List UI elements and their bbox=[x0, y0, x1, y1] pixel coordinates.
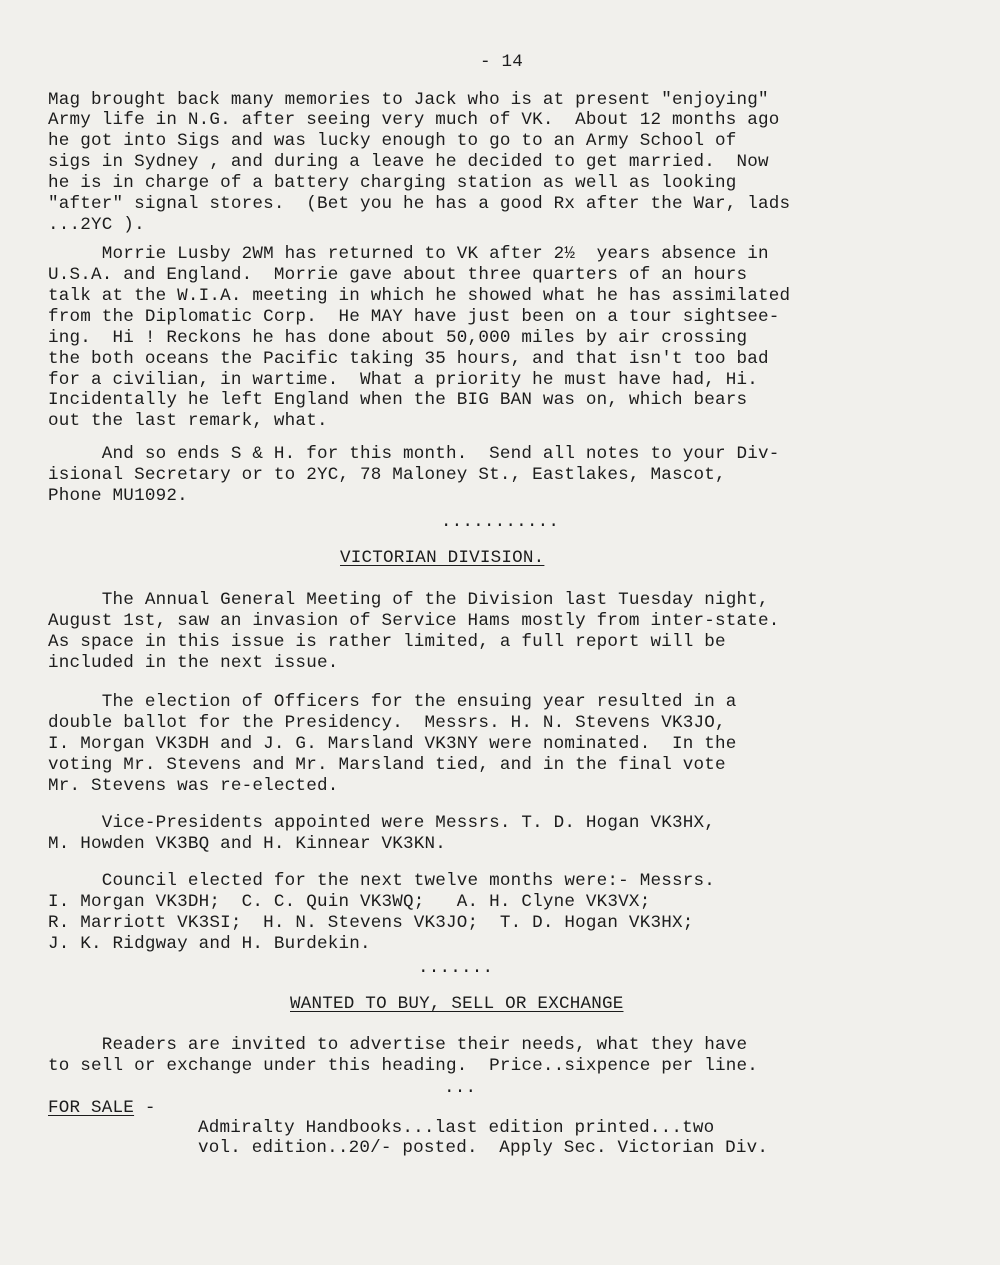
text-line: U.S.A. and England. Morrie gave about three quarters of an hours bbox=[48, 265, 748, 285]
text-line: And so ends S & H. for this month. Send all notes to your Div- bbox=[48, 444, 780, 464]
text-line: M. Howden VK3BQ and H. Kinnear VK3KN. bbox=[48, 834, 447, 854]
text-line: he got into Sigs and was lucky enough to go to an Army School of bbox=[48, 131, 737, 151]
text-line: Readers are invited to advertise their needs, what they have bbox=[48, 1035, 748, 1055]
text-line: the both oceans the Pacific taking 35 hours, and that isn't too bad bbox=[48, 349, 769, 369]
text-line: Vice-Presidents appointed were Messrs. T. D. Hogan VK3HX, bbox=[48, 813, 715, 833]
text-line: I. Morgan VK3DH; C. C. Quin VK3WQ; A. H. Clyne VK3VX; bbox=[48, 892, 651, 912]
text-line: vol. edition..20/- posted. Apply Sec. Victorian Div. bbox=[198, 1138, 769, 1158]
text-line: to sell or exchange under this heading. Price..sixpence per line. bbox=[48, 1056, 759, 1076]
text-line: As space in this issue is rather limited, a full report will be bbox=[48, 632, 726, 652]
separator-dots: ... bbox=[444, 1078, 477, 1098]
page-number: - 14 bbox=[480, 52, 524, 72]
text-line: R. Marriott VK3SI; H. N. Stevens VK3JO; T. D. Hogan VK3HX; bbox=[48, 913, 694, 933]
text-line: "after" signal stores. (Bet you he has a good Rx after the War, lads bbox=[48, 194, 791, 214]
text-line: Phone MU1092. bbox=[48, 486, 188, 506]
text-line: The election of Officers for the ensuing year resulted in a bbox=[48, 692, 737, 712]
text-line: August 1st, saw an invasion of Service Hams mostly from inter-state. bbox=[48, 611, 780, 631]
separator-dots: ....... bbox=[418, 958, 494, 978]
text-line: included in the next issue. bbox=[48, 653, 339, 673]
for-sale-dash: - bbox=[134, 1098, 156, 1118]
text-line: talk at the W.I.A. meeting in which he showed what he has assimilated bbox=[48, 286, 791, 306]
text-line: Mag brought back many memories to Jack who is at present "enjoying" bbox=[48, 90, 769, 110]
section-heading-victorian: VICTORIAN DIVISION. bbox=[340, 548, 545, 568]
text-line: ...2YC ). bbox=[48, 215, 145, 235]
section-heading-wanted: WANTED TO BUY, SELL OR EXCHANGE bbox=[290, 994, 624, 1014]
text-line: ing. Hi ! Reckons he has done about 50,000 miles by air crossing bbox=[48, 328, 748, 348]
text-line: voting Mr. Stevens and Mr. Marsland tied, and in the final vote bbox=[48, 755, 726, 775]
text-line: isional Secretary or to 2YC, 78 Maloney St., Eastlakes, Mascot, bbox=[48, 465, 726, 485]
text-line: The Annual General Meeting of the Division last Tuesday night, bbox=[48, 590, 769, 610]
text-line: I. Morgan VK3DH and J. G. Marsland VK3NY were nominated. In the bbox=[48, 734, 737, 754]
text-line: sigs in Sydney , and during a leave he decided to get married. Now bbox=[48, 152, 769, 172]
text-line: Morrie Lusby 2WM has returned to VK after 2½ years absence in bbox=[48, 244, 769, 264]
for-sale-label bbox=[48, 1098, 156, 1118]
separator-dots: ........... bbox=[440, 512, 560, 532]
text-line: Army life in N.G. after seeing very much of VK. About 12 months ago bbox=[48, 110, 780, 130]
text-line: Admiralty Handbooks...last edition printed...two bbox=[198, 1118, 715, 1138]
for-sale-label-text: FOR SALE bbox=[48, 1098, 135, 1118]
text-line: Mr. Stevens was re-elected. bbox=[48, 776, 339, 796]
text-line: J. K. Ridgway and H. Burdekin. bbox=[48, 934, 371, 954]
text-line: from the Diplomatic Corp. He MAY have just been on a tour sightsee- bbox=[48, 307, 780, 327]
text-line: he is in charge of a battery charging station as well as looking bbox=[48, 173, 737, 193]
text-line: for a civilian, in wartime. What a priority he must have had, Hi. bbox=[48, 370, 759, 390]
text-line: out the last remark, what. bbox=[48, 411, 328, 431]
text-line: Council elected for the next twelve months were:- Messrs. bbox=[48, 871, 715, 891]
text-line: Incidentally he left England when the BIG BAN was on, which bears bbox=[48, 390, 748, 410]
text-line: double ballot for the Presidency. Messrs. H. N. Stevens VK3JO, bbox=[48, 713, 726, 733]
